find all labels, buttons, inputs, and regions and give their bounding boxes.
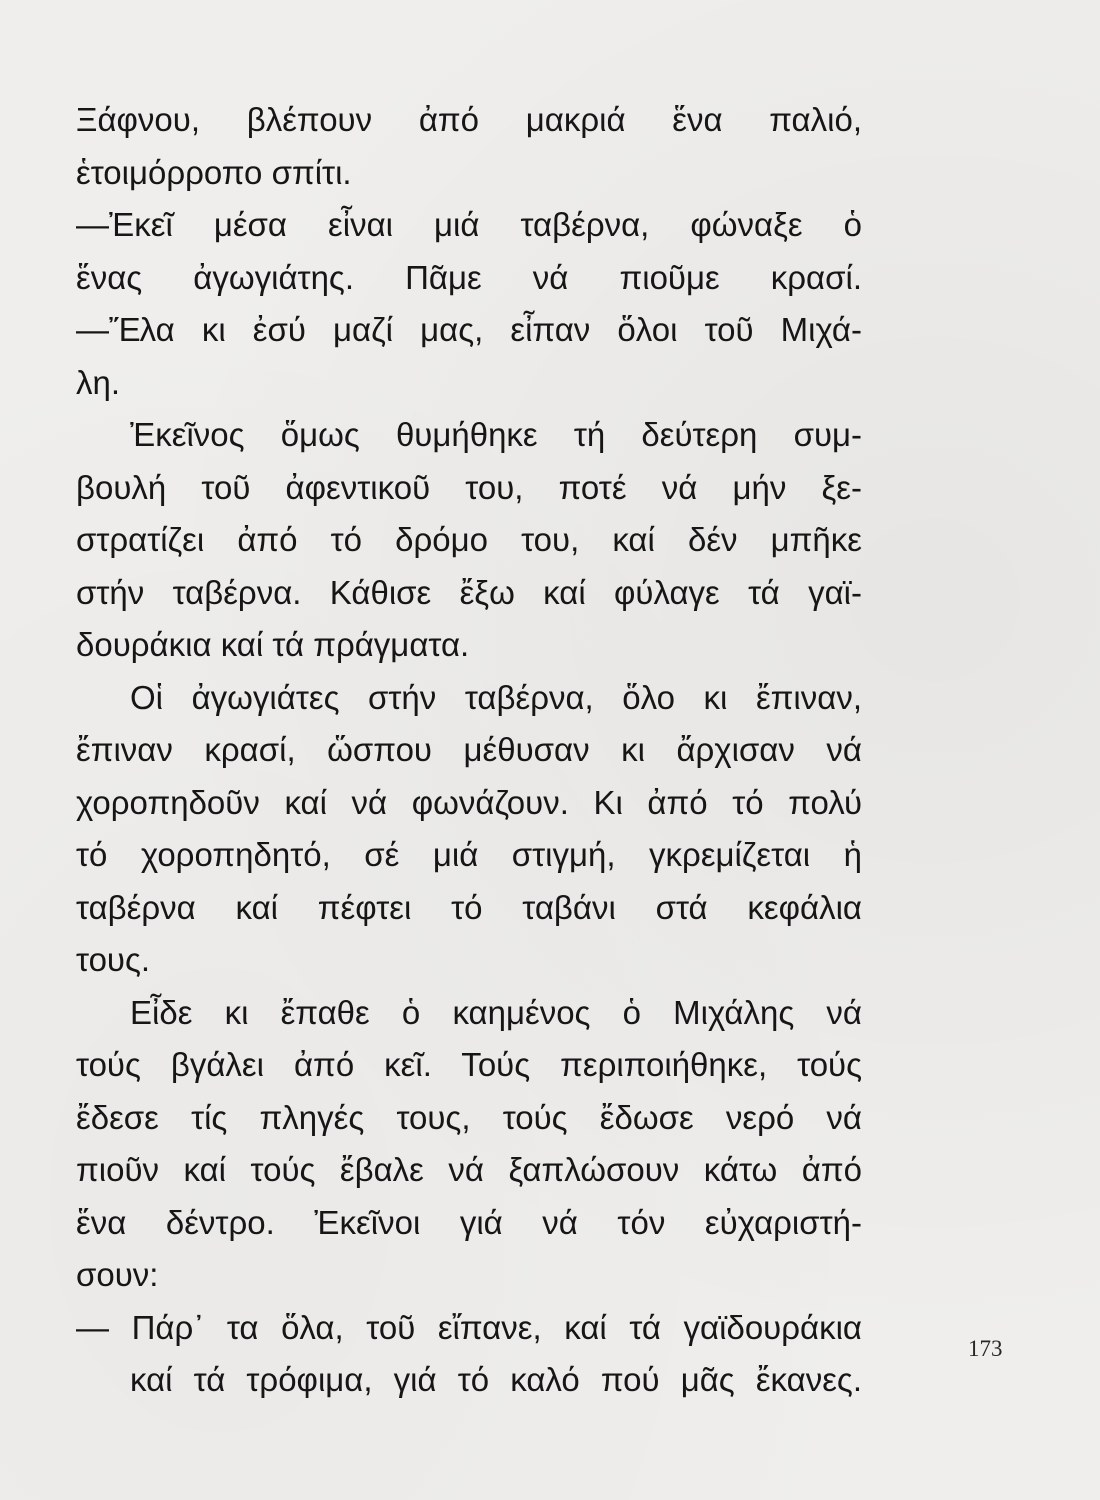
text-line: δουράκια καί τά πράγματα. [76, 626, 470, 663]
text-line: στρατίζει ἀπό τό δρόμο του, καί δέν μπῆκε [76, 521, 862, 558]
text-line: τούς βγάλει ἀπό κεῖ. Τούς περιποιήθηκε, τούς [76, 1046, 862, 1083]
text-line: τό χοροπηδητό, σέ μιά στιγμή, γκρεμίζεται ἡ [76, 836, 862, 873]
text-line: — Πάρ᾽ τα ὅλα, τοῦ εἴπανε, καί τά γαϊδουράκια [76, 1308, 862, 1346]
text-line: λη. [76, 363, 121, 401]
text-line: —Ἐκεῖ μέσα εἶναι μιά ταβέρνα, φώναξε ὁ [76, 206, 862, 243]
text-line: ταβέρνα καί πέφτει τό ταβάνι στά κεφάλια [76, 888, 862, 926]
text-line: Ἐκεῖνος ὅμως θυμήθηκε τή δεύτερη συμ- [130, 416, 862, 453]
text-line: ἑτοιμόρροπο σπίτι. [76, 153, 352, 191]
text-line: ἔπιναν κρασί, ὥσπου μέθυσαν κι ἄρχισαν νά [76, 731, 862, 768]
text-line: Ξάφνου, βλέπουν ἀπό μακριά ἕνα παλιό, [76, 101, 862, 138]
text-line: στήν ταβέρνα. Κάθισε ἔξω καί φύλαγε τά γαϊ- [76, 573, 862, 611]
text-line: Εἶδε κι ἔπαθε ὁ καημένος ὁ Μιχάλης νά [130, 993, 862, 1031]
text-line: —Ἔλα κι ἐσύ μαζί μας, εἶπαν ὅλοι τοῦ Μιχά- [76, 311, 862, 348]
body-text [76, 94, 862, 1407]
text-line: καί τά τρόφιμα, γιά τό καλό πού μᾶς ἔκανες. [130, 1361, 862, 1398]
text-line: τους. [76, 941, 151, 978]
text-line: Οἱ ἀγωγιάτες στήν ταβέρνα, ὅλο κι ἔπιναν, [130, 678, 862, 716]
text-line: ἔδεσε τίς πληγές τους, τούς ἔδωσε νερό νά [76, 1098, 862, 1136]
text-line: βουλή τοῦ ἀφεντικοῦ του, ποτέ νά μήν ξε- [76, 468, 862, 506]
text-line: πιοῦν καί τούς ἔβαλε νά ξαπλώσουν κάτω ἀπό [76, 1151, 862, 1188]
text-line: σουν: [76, 1256, 159, 1293]
text-line: ἕνα δέντρο. Ἐκεῖνοι γιά νά τόν εὐχαριστή- [76, 1203, 862, 1241]
page-number: 173 [968, 1336, 1003, 1361]
text-line: ἕνας ἀγωγιάτης. Πᾶμε νά πιοῦμε κρασί. [76, 258, 862, 296]
text-line: χοροπηδοῦν καί νά φωνάζουν. Κι ἀπό τό πολύ [76, 783, 862, 821]
